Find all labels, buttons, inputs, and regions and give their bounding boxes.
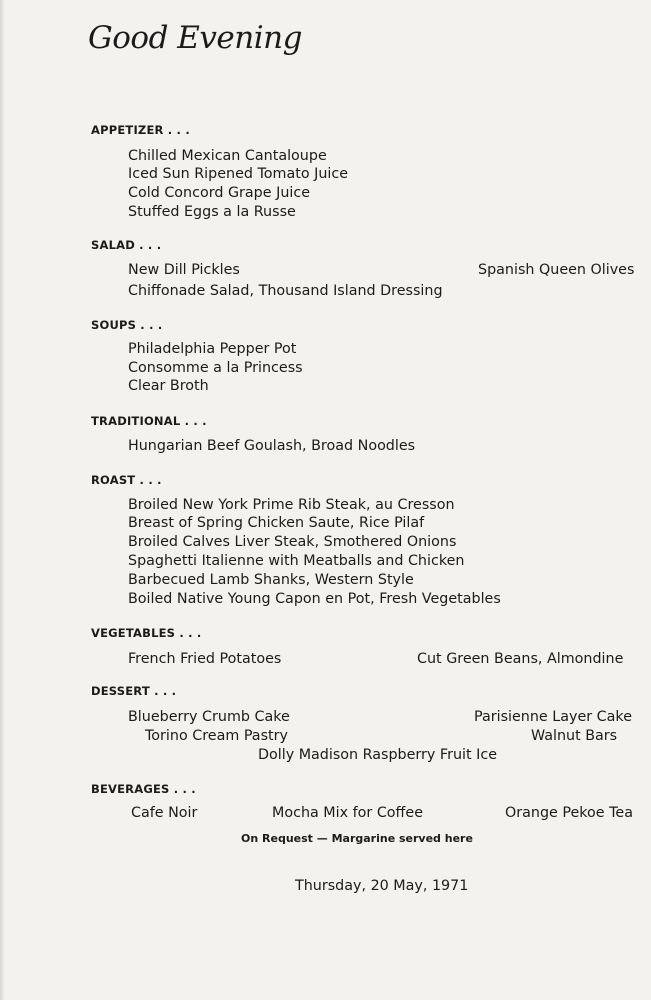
menu-item: Cafe Noir xyxy=(131,805,198,821)
menu-item: Parisienne Layer Cake xyxy=(474,709,632,725)
menu-item: Boiled Native Young Capon en Pot, Fresh Vegetables xyxy=(128,591,501,607)
beverages-note: On Request — Margarine served here xyxy=(241,832,473,845)
heading-traditional: TRADITIONAL . . . xyxy=(91,414,207,428)
menu-item: Spaghetti Italienne with Meatballs and Chicken xyxy=(128,553,465,569)
menu-item: Barbecued Lamb Shanks, Western Style xyxy=(128,572,414,588)
menu-item: Chilled Mexican Cantaloupe xyxy=(128,148,327,164)
heading-vegetables: VEGETABLES . . . xyxy=(91,626,202,640)
menu-item: Dolly Madison Raspberry Fruit Ice xyxy=(258,747,498,763)
heading-soups: SOUPS . . . xyxy=(91,318,163,332)
heading-roast: ROAST . . . xyxy=(91,473,162,487)
menu-item: French Fried Potatoes xyxy=(128,651,282,667)
menu-item: Spanish Queen Olives xyxy=(478,262,635,278)
menu-item: Iced Sun Ripened Tomato Juice xyxy=(128,166,349,182)
menu-item: Chiffonade Salad, Thousand Island Dressing xyxy=(128,283,443,299)
menu-date: Thursday, 20 May, 1971 xyxy=(295,878,469,894)
menu-item: Orange Pekoe Tea xyxy=(505,805,633,821)
menu-item: Philadelphia Pepper Pot xyxy=(128,341,297,357)
heading-beverages: BEVERAGES . . . xyxy=(91,782,196,796)
paper-edge xyxy=(0,0,5,1000)
menu-item: Blueberry Crumb Cake xyxy=(128,709,290,725)
heading-appetizer: APPETIZER . . . xyxy=(91,123,190,137)
menu-item: Consomme a la Princess xyxy=(128,360,303,376)
page-title: Good Evening xyxy=(88,20,302,56)
heading-salad: SALAD . . . xyxy=(91,238,162,252)
menu-item: Walnut Bars xyxy=(531,728,618,744)
menu-item: Torino Cream Pastry xyxy=(145,728,288,744)
menu-item: Breast of Spring Chicken Saute, Rice Pilaf xyxy=(128,515,425,531)
menu-item: Broiled Calves Liver Steak, Smothered Onions xyxy=(128,534,457,550)
menu-item: Stuffed Eggs a la Russe xyxy=(128,204,296,220)
menu-item: Mocha Mix for Coffee xyxy=(272,805,423,821)
menu-item: Broiled New York Prime Rib Steak, au Cresson xyxy=(128,497,455,513)
menu-item: Cold Concord Grape Juice xyxy=(128,185,311,201)
menu-item: Hungarian Beef Goulash, Broad Noodles xyxy=(128,438,416,454)
menu-item: New Dill Pickles xyxy=(128,262,240,278)
heading-dessert: DESSERT . . . xyxy=(91,684,177,698)
menu-item: Clear Broth xyxy=(128,378,209,394)
menu-item: Cut Green Beans, Almondine xyxy=(417,651,624,667)
